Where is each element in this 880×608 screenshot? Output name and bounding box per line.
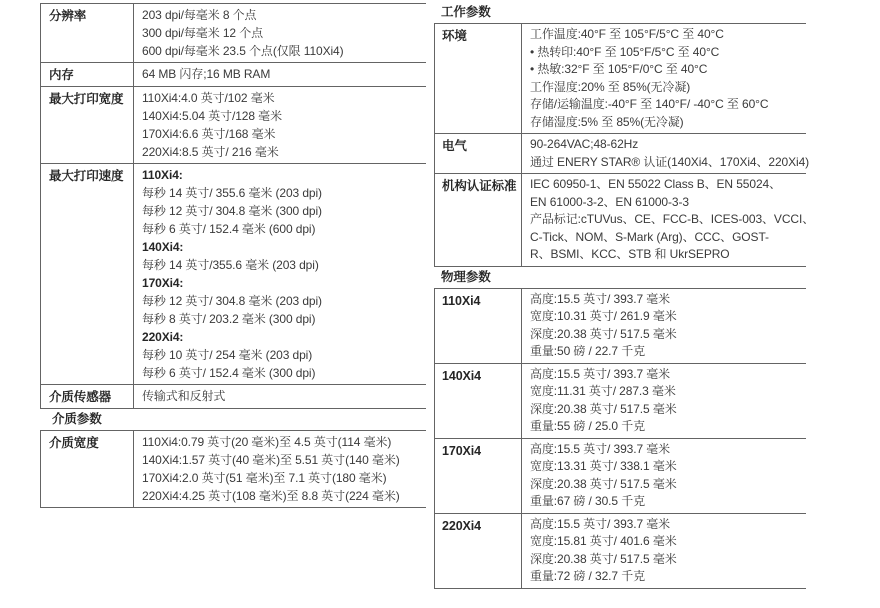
- spec-value-line: 宽度:15.81 英寸/ 401.6 毫米: [530, 534, 677, 548]
- spec-value: [133, 385, 426, 408]
- spec-value-line: 300 dpi/每毫米 12 个点: [142, 26, 264, 40]
- spec-row: [40, 3, 426, 62]
- spec-value-line: 重量:72 磅 / 32.7 千克: [530, 569, 646, 583]
- spec-label: 最大打印速度: [49, 169, 124, 183]
- spec-value-line: 每秒 10 英寸/ 254 毫米 (203 dpi): [142, 348, 313, 362]
- spec-value-line: 存储湿度:5% 至 85%(无冷凝): [530, 114, 684, 129]
- operating-physical-specs-table: [434, 2, 815, 589]
- spec-value-line: 170Xi4:6.6 英寸/168 毫米: [142, 127, 276, 141]
- spec-row: [40, 430, 426, 508]
- spec-value-line: 重量:67 磅 / 30.5 千克: [530, 494, 646, 508]
- spec-value: [521, 439, 806, 513]
- spec-value-line: C-Tick、NOM、S-Mark (Arg)、CCC、GOST-: [530, 229, 769, 244]
- spec-value-line: 140Xi4:1.57 英寸(40 毫米)至 5.51 英寸(140 毫米): [142, 453, 400, 467]
- spec-value-line: 170Xi4:2.0 英寸(51 毫米)至 7.1 英寸(180 毫米): [142, 471, 387, 485]
- spec-value: [521, 134, 811, 173]
- spec-value: [133, 4, 426, 62]
- spec-value-line: 220Xi4:8.5 英寸/ 216 毫米: [142, 145, 279, 159]
- spec-value-line: 宽度:11.31 英寸/ 287.3 毫米: [530, 384, 676, 398]
- spec-value-line: • 热转印:40°F 至 105°F/5°C 至 40°C: [530, 44, 720, 59]
- spec-value-line: EN 61000-3-2、EN 61000-3-3: [530, 194, 689, 209]
- spec-value: [521, 24, 806, 133]
- spec-value-line: 深度:20.38 英寸/ 517.5 毫米: [530, 476, 677, 491]
- spec-value-line: 高度:15.5 英寸/ 393.7 毫米: [530, 291, 671, 306]
- spec-label: 140Xi4: [442, 368, 482, 383]
- spec-row: [40, 384, 426, 408]
- spec-label: 110Xi4: [442, 293, 481, 308]
- spec-label: 介质传感器: [49, 390, 112, 404]
- spec-value-line: 90-264VAC;48-62Hz: [530, 137, 639, 151]
- spec-row: [40, 62, 426, 86]
- spec-label: 220Xi4: [442, 518, 482, 533]
- spec-value-line: 重量:50 磅 / 22.7 千克: [530, 344, 646, 358]
- spec-value-line: 203 dpi/每毫米 8 个点: [142, 8, 257, 22]
- spec-value-line: 每秒 14 英寸/ 355.6 毫米 (203 dpi): [142, 186, 322, 200]
- spec-row: [434, 23, 806, 133]
- spec-value-line: 深度:20.38 英寸/ 517.5 毫米: [530, 401, 677, 416]
- spec-value-line: 深度:20.38 英寸/ 517.5 毫米: [530, 551, 677, 566]
- spec-value-line: 存储/运输温度:-40°F 至 140°F/ -40°C 至 60°C: [530, 97, 769, 111]
- spec-label: 介质宽度: [49, 436, 99, 450]
- print-media-specs-table: [40, 3, 426, 508]
- spec-value-line: 工作温度:40°F 至 105°F/5°C 至 40°C: [530, 27, 724, 41]
- spec-row: [434, 513, 806, 589]
- spec-row: [434, 133, 810, 173]
- spec-value-line: 140Xi4:: [142, 240, 184, 254]
- spec-value-line: 高度:15.5 英寸/ 393.7 毫米: [530, 366, 671, 381]
- spec-value-line: 宽度:13.31 英寸/ 338.1 毫米: [530, 459, 677, 473]
- spec-value-line: 110Xi4:: [142, 168, 183, 182]
- spec-row: [434, 173, 815, 266]
- spec-label: 环境: [442, 29, 467, 43]
- spec-row: [434, 363, 806, 438]
- spec-value-line: 每秒 12 英寸/ 304.8 毫米 (300 dpi): [142, 204, 322, 218]
- spec-row: [40, 163, 426, 384]
- spec-value-line: 140Xi4:5.04 英寸/128 毫米: [142, 109, 282, 123]
- spec-value-line: 220Xi4:: [142, 330, 184, 344]
- spec-value: [521, 364, 806, 438]
- spec-value-line: 110Xi4:0.79 英寸(20 毫米)至 4.5 英寸(114 毫米): [142, 435, 392, 449]
- spec-value-line: 每秒 8 英寸/ 203.2 毫米 (300 dpi): [142, 312, 316, 326]
- spec-value-line: 宽度:10.31 英寸/ 261.9 毫米: [530, 309, 677, 323]
- spec-row: [434, 288, 806, 363]
- spec-value-line: 高度:15.5 英寸/ 393.7 毫米: [530, 516, 671, 531]
- spec-value-line: 64 MB 闪存;16 MB RAM: [142, 67, 271, 81]
- spec-value-line: 产品标记:cTUVus、CE、FCC-B、ICES-003、VCCI、: [530, 212, 815, 226]
- spec-value-line: 传输式和反射式: [142, 389, 226, 403]
- spec-label: 170Xi4: [442, 443, 482, 458]
- spec-row: [434, 438, 806, 513]
- spec-value-line: 220Xi4:4.25 英寸(108 毫米)至 8.8 英寸(224 毫米): [142, 489, 400, 503]
- spec-value-line: 170Xi4:: [142, 276, 184, 290]
- spec-value-line: R、BSMI、KCC、STB 和 UkrSEPRO: [530, 247, 730, 261]
- spec-value-line: 高度:15.5 英寸/ 393.7 毫米: [530, 441, 671, 456]
- spec-value-line: 每秒 12 英寸/ 304.8 毫米 (203 dpi): [142, 294, 322, 308]
- section-header: 介质参数: [40, 408, 426, 430]
- spec-value-line: 重量:55 磅 / 25.0 千克: [530, 419, 646, 433]
- spec-label: 电气: [442, 139, 467, 153]
- spec-value-line: IEC 60950-1、EN 55022 Class B、EN 55024、: [530, 177, 782, 191]
- spec-value: [133, 87, 426, 163]
- spec-label: 机构认证标准: [442, 179, 517, 193]
- section-header: 物理参数: [434, 266, 806, 288]
- section-header: 工作参数: [441, 5, 491, 19]
- spec-value: [521, 514, 806, 588]
- spec-value-line: 每秒 6 英寸/ 152.4 毫米 (300 dpi): [142, 366, 316, 380]
- spec-value-line: 110Xi4:4.0 英寸/102 毫米: [142, 91, 275, 105]
- spec-label: 分辨率: [49, 9, 87, 23]
- spec-value-line: 深度:20.38 英寸/ 517.5 毫米: [530, 326, 677, 341]
- spec-value-line: 600 dpi/每毫米 23.5 个点(仅限 110Xi4): [142, 44, 344, 58]
- spec-label: 内存: [49, 68, 74, 82]
- spec-value: [521, 174, 816, 266]
- spec-value: [133, 63, 426, 86]
- spec-value-line: 通过 ENERY STAR® 认证(140Xi4、170Xi4、220Xi4): [530, 154, 810, 169]
- spec-value-line: • 热敏:32°F 至 105°F/0°C 至 40°C: [530, 62, 708, 76]
- spec-label: 最大打印宽度: [49, 92, 124, 106]
- spec-value: [133, 164, 426, 384]
- spec-value: [133, 431, 426, 507]
- spec-value-line: 每秒 6 英寸/ 152.4 毫米 (600 dpi): [142, 222, 316, 236]
- spec-value-line: 每秒 14 英寸/355.6 毫米 (203 dpi): [142, 258, 319, 272]
- spec-value: [521, 289, 806, 363]
- spec-value-line: 工作湿度:20% 至 85%(无冷凝): [530, 79, 691, 94]
- spec-row: [40, 86, 426, 163]
